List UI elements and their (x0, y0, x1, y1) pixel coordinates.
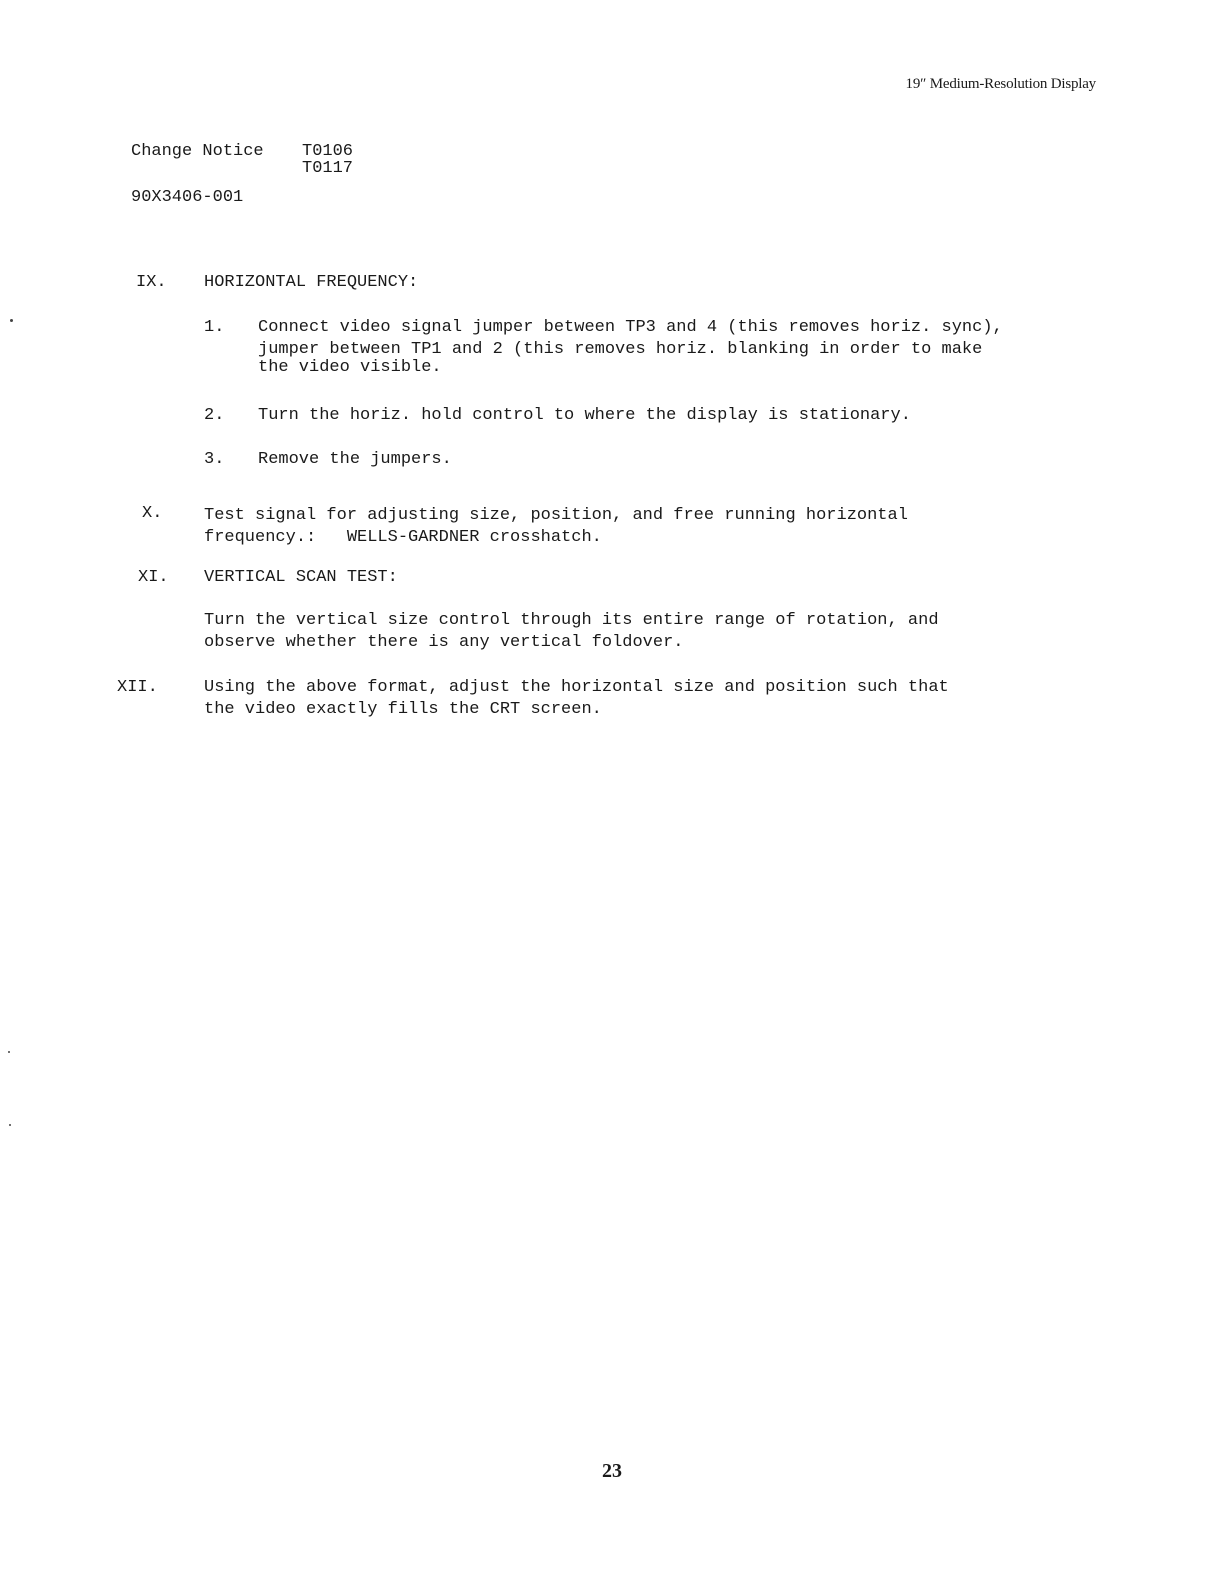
step-number: 2. (204, 406, 225, 425)
section-numeral: IX. (136, 273, 167, 292)
running-header: 19″ Medium-Resolution Display (905, 76, 1096, 92)
section-text (204, 610, 939, 654)
section-numeral: XII. (117, 678, 158, 697)
step-text: Turn the horiz. hold control to where the display is stationary. (258, 406, 911, 425)
section-title: VERTICAL SCAN TEST: (204, 568, 398, 587)
text-line: Connect video signal jumper between TP3 and 4 (this removes horiz. sync), (258, 318, 1003, 337)
scan-speck (9, 1124, 11, 1126)
text-line: observe whether there is any vertical foldover. (204, 633, 684, 652)
change-notice-label: Change Notice (131, 142, 264, 161)
page-number: 23 (602, 1460, 622, 1482)
section-numeral: XI. (138, 568, 169, 587)
text-line: the video exactly fills the CRT screen. (204, 700, 602, 719)
text-line: frequency.: WELLS-GARDNER crosshatch. (204, 528, 602, 547)
section-numeral: X. (142, 504, 163, 523)
section-text (204, 677, 949, 721)
scan-speck (8, 1051, 10, 1053)
step-text (258, 317, 1003, 379)
part-number: 90X3406-001 (131, 188, 244, 207)
text-line: the video visible. (258, 358, 442, 377)
section-title: HORIZONTAL FREQUENCY: (204, 273, 419, 292)
change-notice-code: T0117 (302, 159, 354, 178)
step-text: Remove the jumpers. (258, 450, 452, 469)
scan-speck (10, 319, 13, 322)
text-line: Turn the vertical size control through its entire range of rotation, and (204, 611, 939, 630)
text-line: jumper between TP1 and 2 (this removes horiz. blanking in order to make (258, 340, 983, 359)
change-notice-code: T0106 (302, 142, 354, 161)
step-number: 1. (204, 318, 225, 337)
text-line: Using the above format, adjust the horizontal size and position such that (204, 678, 949, 697)
step-number: 3. (204, 450, 225, 469)
text-line: Test signal for adjusting size, position, and free running horizontal (204, 506, 908, 525)
section-text (204, 505, 908, 549)
